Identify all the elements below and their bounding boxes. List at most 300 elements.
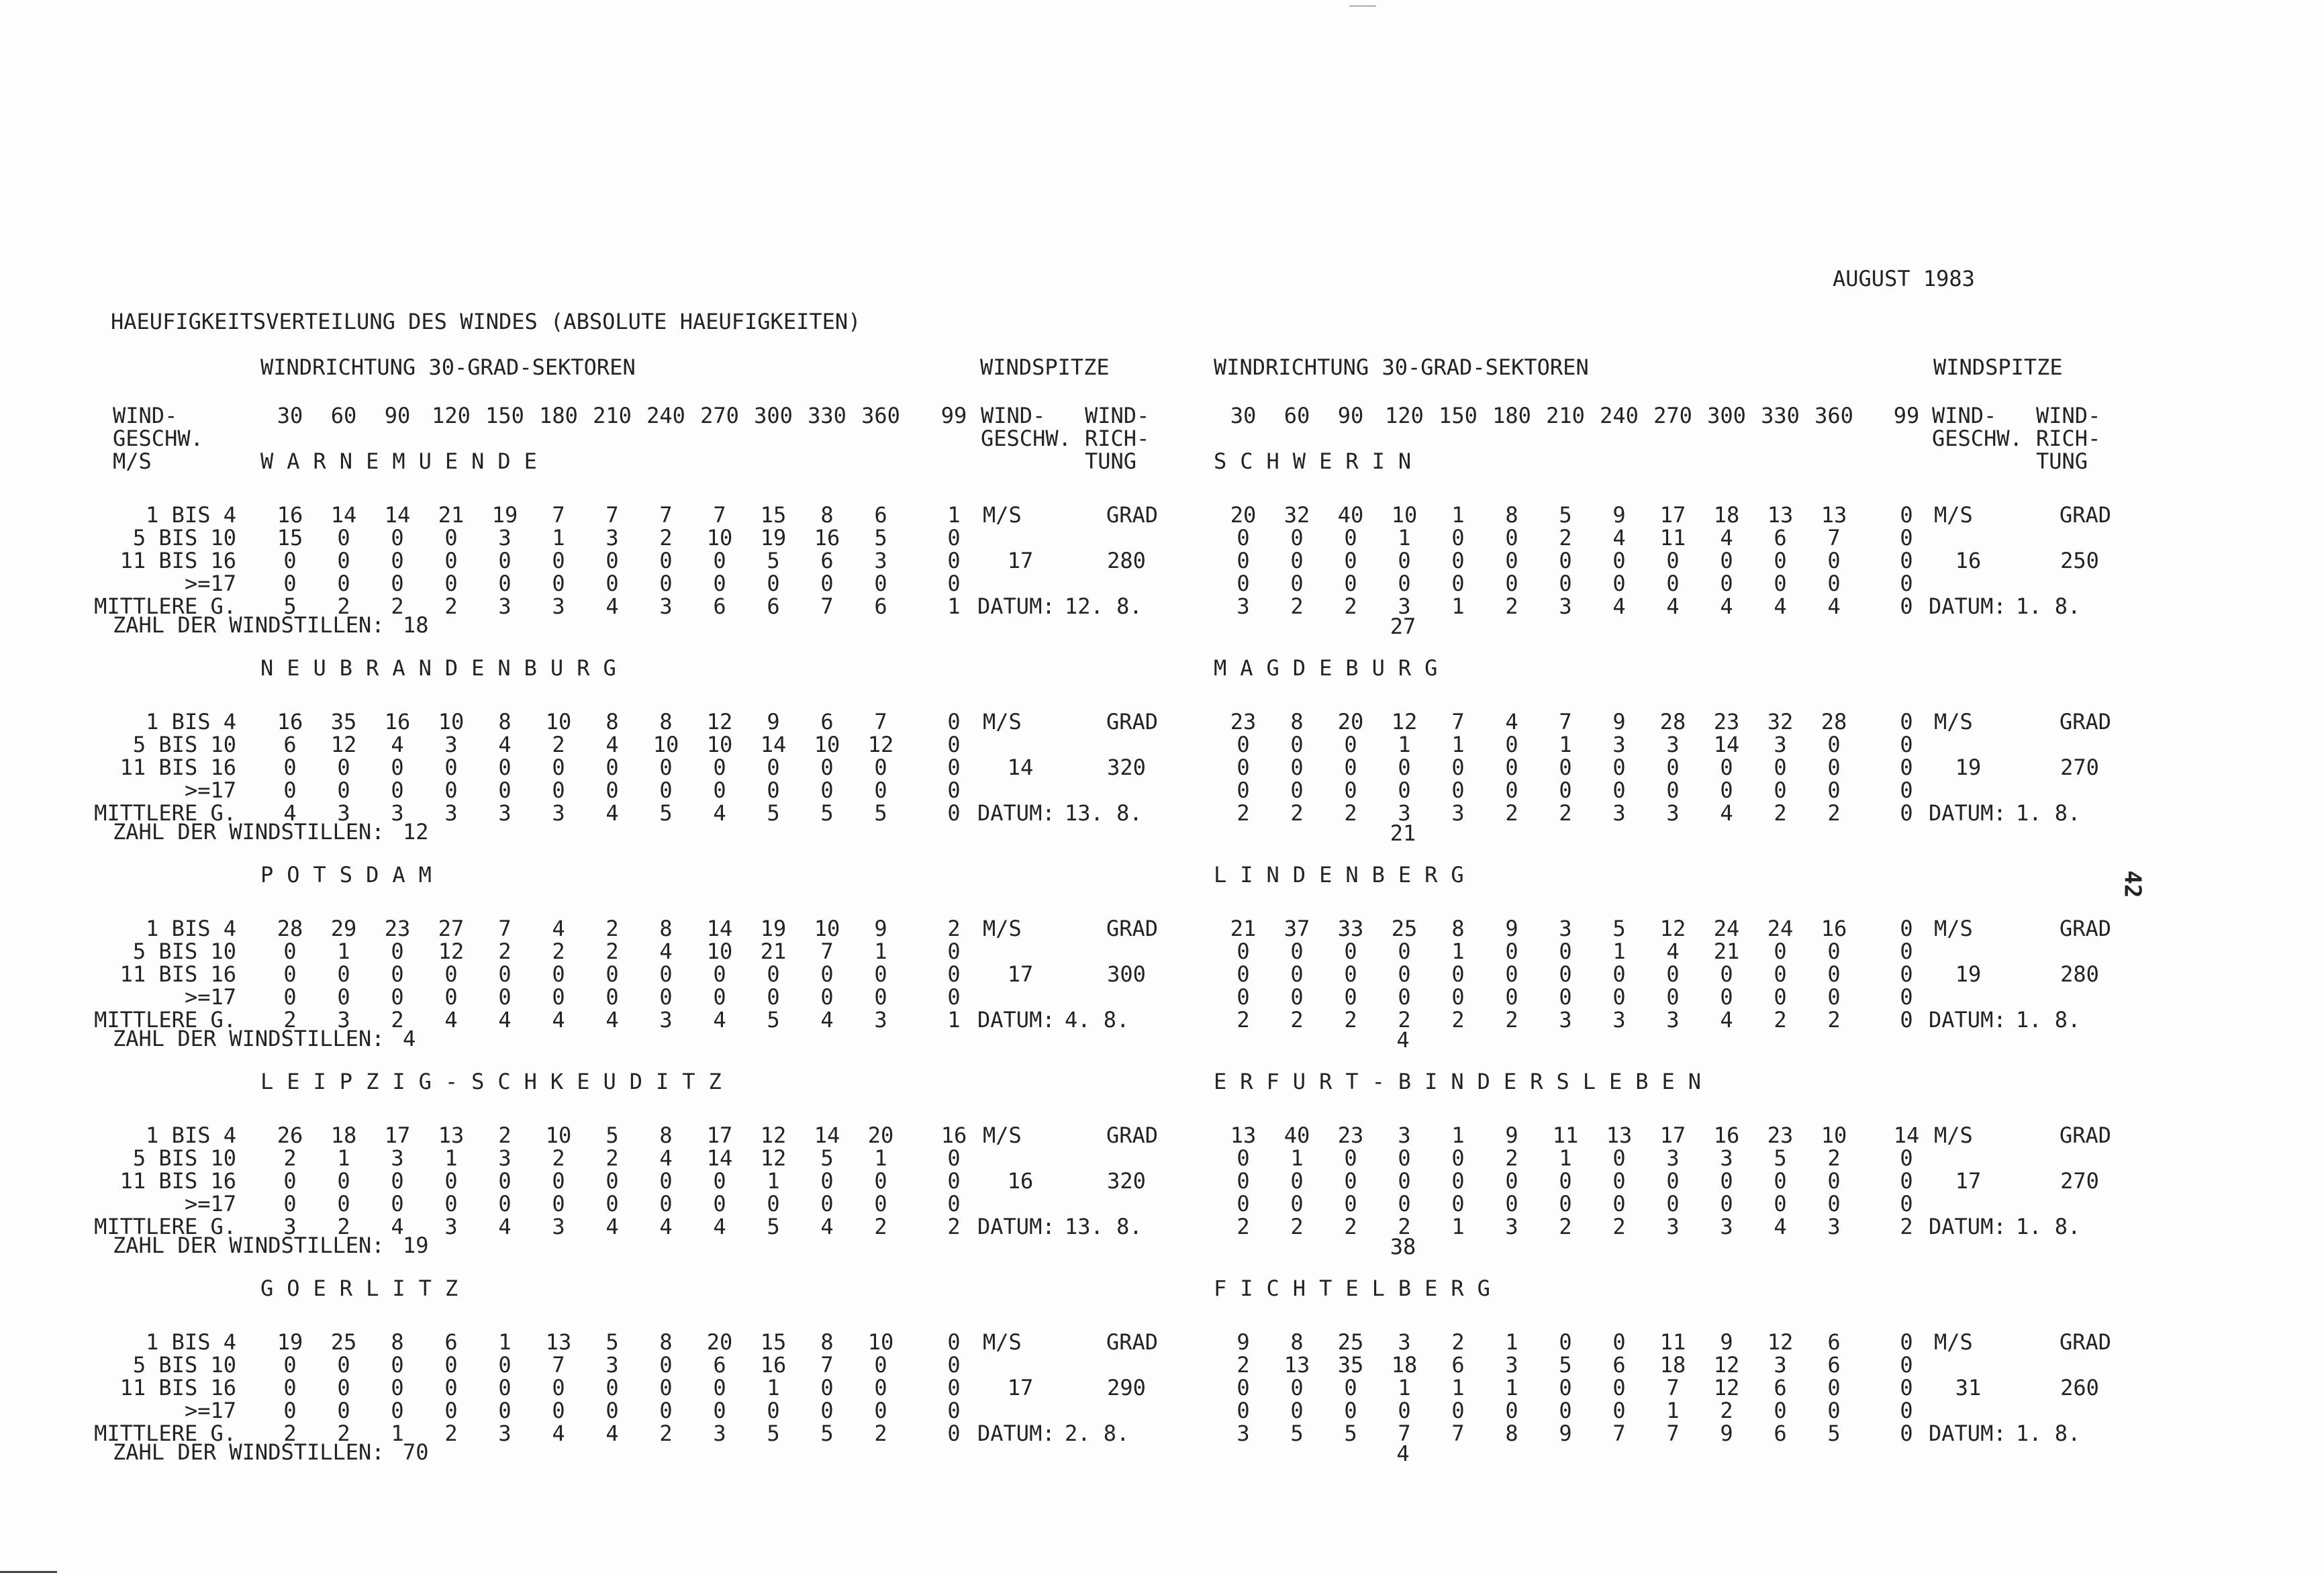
count-cell: 0	[1720, 1191, 1733, 1216]
count-cell: 4	[1612, 525, 1626, 551]
count-cell: 17	[1659, 1123, 1686, 1148]
count-cell: 5	[1774, 1145, 1787, 1171]
count-cell: 17	[1659, 502, 1686, 528]
windrichtung-header: WINDRICHTUNG 30-GRAD-SEKTOREN	[260, 354, 636, 380]
count-cell: 0	[391, 571, 404, 596]
row-label: MITTLERE G.	[94, 593, 236, 619]
count-cell: 0	[1900, 525, 1913, 551]
count-cell: 0	[947, 525, 961, 551]
count-cell: 0	[1559, 1191, 1572, 1216]
count-cell: 4	[820, 1007, 834, 1033]
calm-label: ZAHL DER WINDSTILLEN:	[113, 1439, 385, 1465]
direction-header: 270	[700, 403, 739, 428]
count-cell: 23	[1713, 709, 1740, 734]
row-label: >=17	[184, 1398, 236, 1423]
count-cell: 0	[498, 961, 512, 987]
count-cell: 11	[1659, 525, 1686, 551]
count-cell: 0	[874, 984, 887, 1010]
count-cell: 0	[1900, 755, 1913, 780]
count-cell: 9	[767, 709, 780, 734]
month-year: AUGUST 1983	[1833, 266, 1975, 291]
datum-label: DATUM:	[1929, 1214, 2006, 1239]
count-cell: 0	[1398, 1168, 1411, 1194]
count-cell: 0	[606, 777, 619, 803]
count-cell: 2	[552, 732, 565, 757]
count-cell: 0	[444, 1168, 458, 1194]
count-cell: 0	[1344, 939, 1357, 964]
count-cell: 3	[1237, 593, 1250, 619]
count-cell: 19	[277, 1329, 303, 1355]
row-label: >=17	[184, 1191, 236, 1216]
count-cell: 0	[1827, 961, 1841, 987]
count-cell: 0	[283, 984, 297, 1010]
count-cell: 1	[1559, 732, 1572, 757]
count-cell: 0	[444, 755, 458, 780]
count-cell: 8	[606, 709, 619, 734]
direction-header: 330	[808, 403, 846, 428]
calm-value: 19	[403, 1233, 429, 1258]
count-cell: 2	[606, 939, 619, 964]
count-cell: 2	[552, 1145, 565, 1171]
count-cell: 0	[552, 777, 565, 803]
count-cell: 0	[498, 1168, 512, 1194]
count-cell: 17	[706, 1123, 733, 1148]
count-cell: 9	[1505, 1123, 1518, 1148]
count-cell: 3	[659, 593, 673, 619]
direction-header: 180	[539, 403, 578, 428]
count-cell: 2	[1451, 1007, 1465, 1033]
count-cell: 0	[391, 548, 404, 573]
count-cell: 0	[1559, 984, 1572, 1010]
count-cell: 0	[659, 1352, 673, 1378]
count-cell: 2	[552, 939, 565, 964]
count-cell: 0	[947, 1329, 961, 1355]
count-cell: 0	[1344, 1168, 1357, 1194]
count-cell: 18	[1659, 1352, 1686, 1378]
count-cell: 0	[337, 984, 350, 1010]
count-cell: 0	[1827, 939, 1841, 964]
count-cell: 8	[1505, 502, 1518, 528]
count-cell: 0	[659, 571, 673, 596]
count-cell: 1	[1398, 1375, 1411, 1400]
spitze-speed: 19	[1955, 961, 1982, 987]
count-cell: 2	[1505, 593, 1518, 619]
count-cell: 18	[1391, 1352, 1418, 1378]
spitze-direction: 260	[2060, 1375, 2099, 1400]
row-label: 11 BIS 16	[119, 1168, 236, 1194]
count-cell: 0	[1900, 709, 1913, 734]
count-cell: 3	[1666, 800, 1680, 826]
count-cell: 4	[659, 1145, 673, 1171]
count-cell: 4	[498, 1214, 512, 1239]
count-cell: 23	[1337, 1123, 1364, 1148]
count-cell: 0	[391, 1375, 404, 1400]
count-cell: 19	[760, 525, 787, 551]
count-cell: 0	[947, 571, 961, 596]
count-cell: 0	[1237, 1191, 1250, 1216]
direction-header: 90	[1337, 403, 1364, 428]
count-cell: 6	[1612, 1352, 1626, 1378]
count-cell: 0	[713, 1398, 726, 1423]
count-cell: 0	[767, 984, 780, 1010]
count-cell: 0	[1900, 1191, 1913, 1216]
count-cell: 5	[767, 548, 780, 573]
count-cell: 0	[874, 1168, 887, 1194]
count-cell: 1	[1559, 1145, 1572, 1171]
count-cell: 0	[820, 1398, 834, 1423]
count-cell: 0	[1451, 1168, 1465, 1194]
count-cell: 5	[659, 800, 673, 826]
count-cell: 0	[1720, 984, 1733, 1010]
count-cell: 0	[713, 1375, 726, 1400]
count-cell: 0	[552, 961, 565, 987]
row-label: >=17	[184, 777, 236, 803]
count-cell: 2	[1290, 593, 1304, 619]
count-cell: 7	[820, 593, 834, 619]
count-cell: 0	[1237, 777, 1250, 803]
count-cell: 0	[552, 1191, 565, 1216]
count-cell: 0	[1666, 984, 1680, 1010]
count-cell: 8	[659, 916, 673, 941]
count-cell: 4	[391, 1214, 404, 1239]
count-cell: 3	[1666, 1214, 1680, 1239]
count-cell: 15	[277, 525, 303, 551]
count-cell: 0	[1666, 571, 1680, 596]
count-cell: 0	[1666, 755, 1680, 780]
count-cell: 2	[1827, 1145, 1841, 1171]
count-cell: 2	[337, 593, 350, 619]
spitze-speed: 31	[1955, 1375, 1982, 1400]
count-cell: 0	[874, 1191, 887, 1216]
count-cell: 15	[760, 1329, 787, 1355]
count-cell: 6	[1827, 1352, 1841, 1378]
count-cell: 8	[1505, 1421, 1518, 1446]
count-cell: 0	[874, 1398, 887, 1423]
count-cell: 3	[337, 1007, 350, 1033]
count-cell: 0	[1398, 1145, 1411, 1171]
count-cell: 7	[713, 502, 726, 528]
count-cell: 0	[947, 800, 961, 826]
count-cell: 14	[330, 502, 357, 528]
count-cell: 0	[947, 1375, 961, 1400]
count-cell: 9	[1559, 1421, 1572, 1446]
count-cell: 12	[760, 1123, 787, 1148]
count-cell: 2	[1290, 1007, 1304, 1033]
count-cell: 2	[1290, 1214, 1304, 1239]
count-cell: 1	[947, 593, 961, 619]
row-label: 1 BIS 4	[146, 916, 236, 941]
count-cell: 3	[552, 1214, 565, 1239]
count-cell: 10	[438, 709, 465, 734]
count-cell: 0	[659, 1375, 673, 1400]
count-cell: 2	[1774, 1007, 1787, 1033]
count-cell: 2	[1559, 1214, 1572, 1239]
row-label: 5 BIS 10	[132, 1145, 236, 1171]
count-cell: 0	[659, 755, 673, 780]
count-cell: 0	[498, 1191, 512, 1216]
count-cell: 7	[1666, 1375, 1680, 1400]
count-cell: 0	[1344, 732, 1357, 757]
count-cell: 12	[760, 1145, 787, 1171]
row-label: MITTLERE G.	[94, 1214, 236, 1239]
count-cell: 0	[1612, 1329, 1626, 1355]
count-cell: 0	[1900, 961, 1913, 987]
unit-ms: M/S	[983, 1329, 1022, 1355]
calm-label: ZAHL DER WINDSTILLEN:	[113, 612, 385, 638]
count-cell: 3	[283, 1214, 297, 1239]
row-label: 1 BIS 4	[146, 1123, 236, 1148]
count-cell: 3	[498, 525, 512, 551]
count-cell: 0	[1827, 1168, 1841, 1194]
count-cell: 4	[713, 800, 726, 826]
count-cell: 0	[1774, 755, 1787, 780]
count-cell: 3	[498, 593, 512, 619]
count-cell: 7	[552, 502, 565, 528]
station-name: POTSDAM	[260, 862, 445, 888]
count-cell: 0	[1612, 1398, 1626, 1423]
count-cell: 0	[659, 777, 673, 803]
count-cell: 0	[1827, 1191, 1841, 1216]
station-name: SCHWERIN	[1214, 448, 1425, 474]
count-cell: 5	[767, 1007, 780, 1033]
count-cell: 0	[1290, 755, 1304, 780]
unit-ms: M/S	[1934, 916, 1973, 941]
count-cell: 0	[1612, 571, 1626, 596]
count-cell: 16	[277, 709, 303, 734]
count-cell: 9	[1612, 502, 1626, 528]
count-cell: 18	[330, 1123, 357, 1148]
datum-label: DATUM:	[977, 1214, 1055, 1239]
count-cell: 0	[659, 548, 673, 573]
count-cell: 3	[1505, 1352, 1518, 1378]
count-cell: 1	[947, 1007, 961, 1033]
count-cell: 7	[820, 1352, 834, 1378]
count-cell: 19	[491, 502, 518, 528]
count-cell: 2	[1237, 1007, 1250, 1033]
count-cell: 0	[498, 1375, 512, 1400]
count-cell: 0	[337, 777, 350, 803]
count-cell: 0	[391, 984, 404, 1010]
count-cell: 0	[498, 755, 512, 780]
count-cell: 12	[1767, 1329, 1794, 1355]
count-cell: 0	[1237, 984, 1250, 1010]
count-cell: 37	[1284, 916, 1310, 941]
count-cell: 13	[1284, 1352, 1310, 1378]
count-cell: 9	[1720, 1421, 1733, 1446]
direction-header: 270	[1653, 403, 1692, 428]
count-cell: 0	[1559, 1168, 1572, 1194]
count-cell: 40	[1284, 1123, 1310, 1148]
count-cell: 0	[283, 1191, 297, 1216]
unit-ms: M/S	[1934, 1123, 1973, 1148]
count-cell: 0	[444, 1352, 458, 1378]
calm-value: 21	[1390, 820, 1416, 846]
count-cell: 0	[1505, 1398, 1518, 1423]
count-cell: 0	[391, 1352, 404, 1378]
count-cell: 1	[1612, 939, 1626, 964]
direction-header: 60	[1284, 403, 1310, 428]
count-cell: 33	[1337, 916, 1364, 941]
count-cell: 4	[659, 1214, 673, 1239]
count-cell: 2	[1559, 525, 1572, 551]
datum-value: 13. 8.	[1065, 1214, 1143, 1239]
count-cell: 0	[947, 1398, 961, 1423]
count-cell: 4	[498, 1007, 512, 1033]
count-cell: 2	[1827, 800, 1841, 826]
count-cell: 0	[1666, 1191, 1680, 1216]
count-cell: 0	[391, 525, 404, 551]
count-cell: 6	[283, 732, 297, 757]
count-cell: 0	[1559, 571, 1572, 596]
count-cell: 15	[760, 502, 787, 528]
count-cell: 0	[1900, 1421, 1913, 1446]
count-cell: 5	[767, 1214, 780, 1239]
count-cell: 0	[1505, 939, 1518, 964]
count-cell: 3	[391, 1145, 404, 1171]
count-cell: 0	[820, 755, 834, 780]
scan-mark	[0, 1571, 57, 1573]
count-cell: 2	[1505, 1007, 1518, 1033]
direction-header: 240	[646, 403, 685, 428]
count-cell: 0	[1666, 548, 1680, 573]
count-cell: 0	[1827, 548, 1841, 573]
count-cell: 0	[283, 548, 297, 573]
count-cell: 0	[337, 1352, 350, 1378]
count-cell: 6	[1774, 525, 1787, 551]
count-cell: 1	[444, 1145, 458, 1171]
count-cell: 0	[1398, 1398, 1411, 1423]
count-cell: 0	[1900, 1145, 1913, 1171]
count-cell: 2	[606, 916, 619, 941]
scan-mark	[1349, 5, 1376, 7]
count-cell: 2	[1451, 1329, 1465, 1355]
direction-header: 120	[432, 403, 471, 428]
count-cell: 3	[1398, 1123, 1411, 1148]
count-cell: 3	[1398, 593, 1411, 619]
count-cell: 0	[1900, 1398, 1913, 1423]
datum-label: DATUM:	[977, 800, 1055, 826]
spitze-richt-header: WIND-	[2036, 403, 2101, 428]
datum-label: DATUM:	[1929, 1007, 2006, 1033]
count-cell: 5	[606, 1329, 619, 1355]
count-cell: 21	[760, 939, 787, 964]
calm-value: 27	[1390, 614, 1416, 639]
count-cell: 14	[384, 502, 411, 528]
count-cell: 0	[606, 548, 619, 573]
count-cell: 0	[283, 571, 297, 596]
datum-value: 1. 8.	[2016, 1214, 2081, 1239]
unit-grad: GRAD	[1106, 916, 1159, 941]
count-cell: 11	[1659, 1329, 1686, 1355]
count-cell: 0	[337, 1191, 350, 1216]
count-cell: 0	[1344, 1191, 1357, 1216]
count-cell: 2	[1505, 1145, 1518, 1171]
calm-value: 18	[403, 612, 429, 638]
datum-label: DATUM:	[977, 1421, 1055, 1446]
count-cell: 8	[391, 1329, 404, 1355]
count-cell: 0	[606, 571, 619, 596]
count-cell: 0	[1451, 571, 1465, 596]
count-cell: 0	[713, 571, 726, 596]
count-cell: 0	[444, 984, 458, 1010]
direction-header: 30	[1230, 403, 1257, 428]
count-cell: 0	[1344, 984, 1357, 1010]
count-cell: 8	[820, 502, 834, 528]
direction-header: 210	[593, 403, 632, 428]
count-cell: 3	[713, 1421, 726, 1446]
count-cell: 0	[1900, 1007, 1913, 1033]
count-cell: 0	[1451, 777, 1465, 803]
count-cell: 1	[767, 1168, 780, 1194]
count-cell: 12	[330, 732, 357, 757]
count-cell: 0	[1827, 571, 1841, 596]
count-cell: 0	[874, 1352, 887, 1378]
count-cell: 3	[874, 548, 887, 573]
count-cell: 0	[1290, 1168, 1304, 1194]
count-cell: 3	[552, 800, 565, 826]
count-cell: 0	[659, 984, 673, 1010]
spitze-richt-header: RICH-	[2036, 426, 2101, 451]
count-cell: 17	[384, 1123, 411, 1148]
count-cell: 0	[1774, 777, 1787, 803]
count-cell: 32	[1284, 502, 1310, 528]
count-cell: 0	[1398, 984, 1411, 1010]
count-cell: 25	[1391, 916, 1418, 941]
windgeschw-header: M/S	[113, 448, 152, 474]
station-name: WARNEMUENDE	[260, 448, 550, 474]
count-cell: 40	[1337, 502, 1364, 528]
unit-grad: GRAD	[1106, 1329, 1159, 1355]
count-cell: 3	[1612, 1007, 1626, 1033]
count-cell: 8	[1451, 916, 1465, 941]
count-cell: 1	[552, 525, 565, 551]
count-cell: 0	[606, 1375, 619, 1400]
count-cell: 2	[1774, 800, 1787, 826]
row-label: 5 BIS 10	[132, 1352, 236, 1378]
count-cell: 29	[330, 916, 357, 941]
count-cell: 0	[444, 777, 458, 803]
row-label: MITTLERE G.	[94, 1007, 236, 1033]
count-cell: 7	[874, 709, 887, 734]
count-cell: 0	[1559, 1329, 1572, 1355]
count-cell: 8	[659, 1329, 673, 1355]
count-cell: 0	[1344, 571, 1357, 596]
count-cell: 13	[1606, 1123, 1633, 1148]
count-cell: 0	[1290, 732, 1304, 757]
count-cell: 3	[1559, 1007, 1572, 1033]
count-cell: 0	[1612, 777, 1626, 803]
count-cell: 4	[391, 732, 404, 757]
direction-header: 150	[1439, 403, 1478, 428]
row-label: MITTLERE G.	[94, 800, 236, 826]
count-cell: 9	[1612, 709, 1626, 734]
count-cell: 2	[337, 1421, 350, 1446]
count-cell: 0	[1720, 571, 1733, 596]
page-number: 42	[2119, 870, 2146, 898]
count-cell: 0	[947, 755, 961, 780]
count-cell: 10	[545, 709, 572, 734]
spitze-speed: 17	[1955, 1168, 1982, 1194]
count-cell: 12	[867, 732, 894, 757]
count-cell: 0	[1290, 525, 1304, 551]
count-cell: 14	[1893, 1123, 1920, 1148]
count-cell: 6	[1774, 1375, 1787, 1400]
count-cell: 13	[1230, 1123, 1257, 1148]
spitze-direction: 280	[1107, 548, 1146, 573]
count-cell: 6	[874, 502, 887, 528]
count-cell: 0	[1612, 1145, 1626, 1171]
count-cell: 0	[1451, 548, 1465, 573]
